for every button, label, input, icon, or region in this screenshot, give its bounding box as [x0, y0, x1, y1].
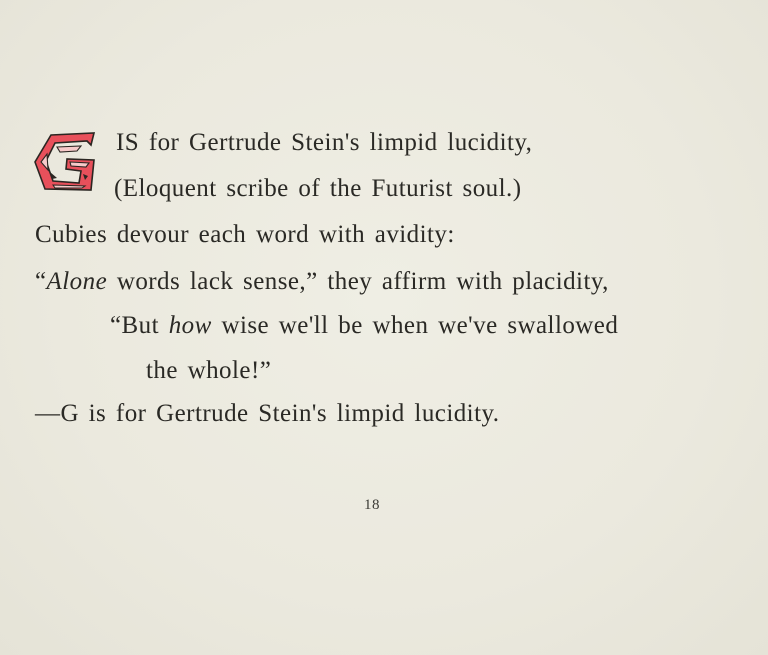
verse-line-4-rest: words lack sense,” they affirm with placidity, [107, 268, 609, 295]
drop-cap-letter-g [33, 132, 96, 192]
drop-cap-g-icon [33, 132, 96, 192]
page-number: 18 [364, 497, 380, 513]
verse-line-6: the whole!” [146, 357, 272, 384]
verse-line-4-italic-word: Alone [46, 268, 108, 295]
verse-line-5-rest: wise we'll be when we've swallowed [211, 312, 619, 339]
verse-line-5-italic-word: how [168, 312, 212, 339]
verse-line-4 [35, 267, 609, 297]
verse-line-5-open: “But [110, 312, 169, 339]
verse-line-7: —G is for Gertrude Stein's limpid lucidity. [35, 400, 500, 427]
verse-line-4-open-quote: “ [35, 268, 47, 295]
verse-line-1: IS for Gertrude Stein's limpid lucidity, [116, 129, 533, 156]
verse-line-3: Cubies devour each word with avidity: [35, 221, 455, 248]
verse-line-5 [110, 311, 618, 341]
verse-line-2: (Eloquent scribe of the Futurist soul.) [114, 175, 522, 202]
